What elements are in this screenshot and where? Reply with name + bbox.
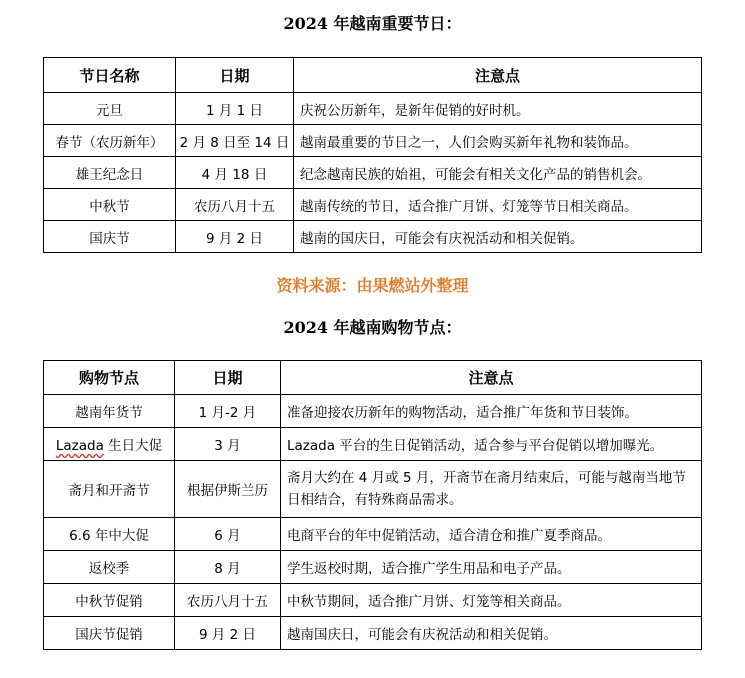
shopping-header-row <box>44 361 702 395</box>
shopping-event-date: 9 月 2 日 <box>175 617 281 650</box>
holiday-date: 4 月 18 日 <box>176 157 294 189</box>
shopping-event-date: 根据伊斯兰历 <box>175 461 281 518</box>
table-row <box>44 125 702 157</box>
shopping-event-note: 中秋节期间，适合推广月饼、灯笼等相关商品。 <box>281 584 702 617</box>
shopping-event-name: 斋月和开斋节 <box>44 461 175 518</box>
shopping-event-name: 返校季 <box>44 551 175 584</box>
header-date: 日期 <box>176 58 294 93</box>
holiday-name: 春节（农历新年） <box>44 125 176 157</box>
text-cursor <box>701 461 702 481</box>
holiday-date: 1 月 1 日 <box>176 93 294 125</box>
holiday-name: 国庆节 <box>44 221 176 253</box>
shopping-event-name: 6.6 年中大促 <box>44 518 175 551</box>
holidays-header-row <box>44 58 702 93</box>
shopping-event-name <box>44 428 175 461</box>
table-row <box>44 395 702 428</box>
shopping-event-note: 电商平台的年中促销活动，适合清仓和推广夏季商品。 <box>281 518 702 551</box>
table-row <box>44 551 702 584</box>
table-row <box>44 461 702 518</box>
shopping-title: 2024 年越南购物节点： <box>283 318 462 337</box>
shopping-event-date: 6 月 <box>175 518 281 551</box>
shopping-event-name: 越南年货节 <box>44 395 175 428</box>
holiday-date: 2 月 8 日至 14 日 <box>176 125 294 157</box>
table-row <box>44 221 702 253</box>
lazada-event-suffix: 生日大促 <box>103 438 163 454</box>
shopping-event-date: 农历八月十五 <box>175 584 281 617</box>
source-note: 资料来源：由果燃站外整理 <box>276 276 469 295</box>
shopping-event-note: 斋月大约在 4 月或 5 月，开斋节在斋月结束后，可能与越南当地节日相结合，有特殊商品需求。 <box>281 461 702 518</box>
header-notes: 注意点 <box>281 361 702 395</box>
holidays-title: 2024 年越南重要节日： <box>283 14 462 33</box>
table-row <box>44 617 702 650</box>
holiday-date: 9 月 2 日 <box>176 221 294 253</box>
table-row <box>44 428 702 461</box>
lazada-brand-word: Lazada <box>55 438 104 454</box>
shopping-event-note: 越南国庆日，可能会有庆祝活动和相关促销。 <box>281 617 702 650</box>
holiday-name: 雄王纪念日 <box>44 157 176 189</box>
header-date: 日期 <box>175 361 281 395</box>
shopping-event-note: Lazada 平台的生日促销活动，适合参与平台促销以增加曝光。 <box>281 428 702 461</box>
holiday-note: 越南最重要的节日之一，人们会购买新年礼物和装饰品。 <box>294 125 702 157</box>
header-holiday-name: 节日名称 <box>44 58 176 93</box>
shopping-event-note: 准备迎接农历新年的购物活动，适合推广年货和节日装饰。 <box>281 395 702 428</box>
table-row <box>44 157 702 189</box>
holiday-date: 农历八月十五 <box>176 189 294 221</box>
table-row <box>44 584 702 617</box>
shopping-table <box>43 360 702 650</box>
header-notes: 注意点 <box>294 58 702 93</box>
holiday-note: 纪念越南民族的始祖，可能会有相关文化产品的销售机会。 <box>294 157 702 189</box>
shopping-event-date: 8 月 <box>175 551 281 584</box>
holiday-note: 越南的国庆日，可能会有庆祝活动和相关促销。 <box>294 221 702 253</box>
holiday-name: 中秋节 <box>44 189 176 221</box>
shopping-event-date: 1 月-2 月 <box>175 395 281 428</box>
table-row <box>44 518 702 551</box>
holiday-note: 庆祝公历新年，是新年促销的好时机。 <box>294 93 702 125</box>
table-row <box>44 93 702 125</box>
shopping-event-name: 中秋节促销 <box>44 584 175 617</box>
holiday-note: 越南传统的节日，适合推广月饼、灯笼等节日相关商品。 <box>294 189 702 221</box>
shopping-event-name: 国庆节促销 <box>44 617 175 650</box>
header-shopping-event: 购物节点 <box>44 361 175 395</box>
holiday-name: 元旦 <box>44 93 176 125</box>
shopping-event-note: 学生返校时期，适合推广学生用品和电子产品。 <box>281 551 702 584</box>
table-row <box>44 189 702 221</box>
holidays-table <box>43 57 702 253</box>
shopping-event-date: 3 月 <box>175 428 281 461</box>
